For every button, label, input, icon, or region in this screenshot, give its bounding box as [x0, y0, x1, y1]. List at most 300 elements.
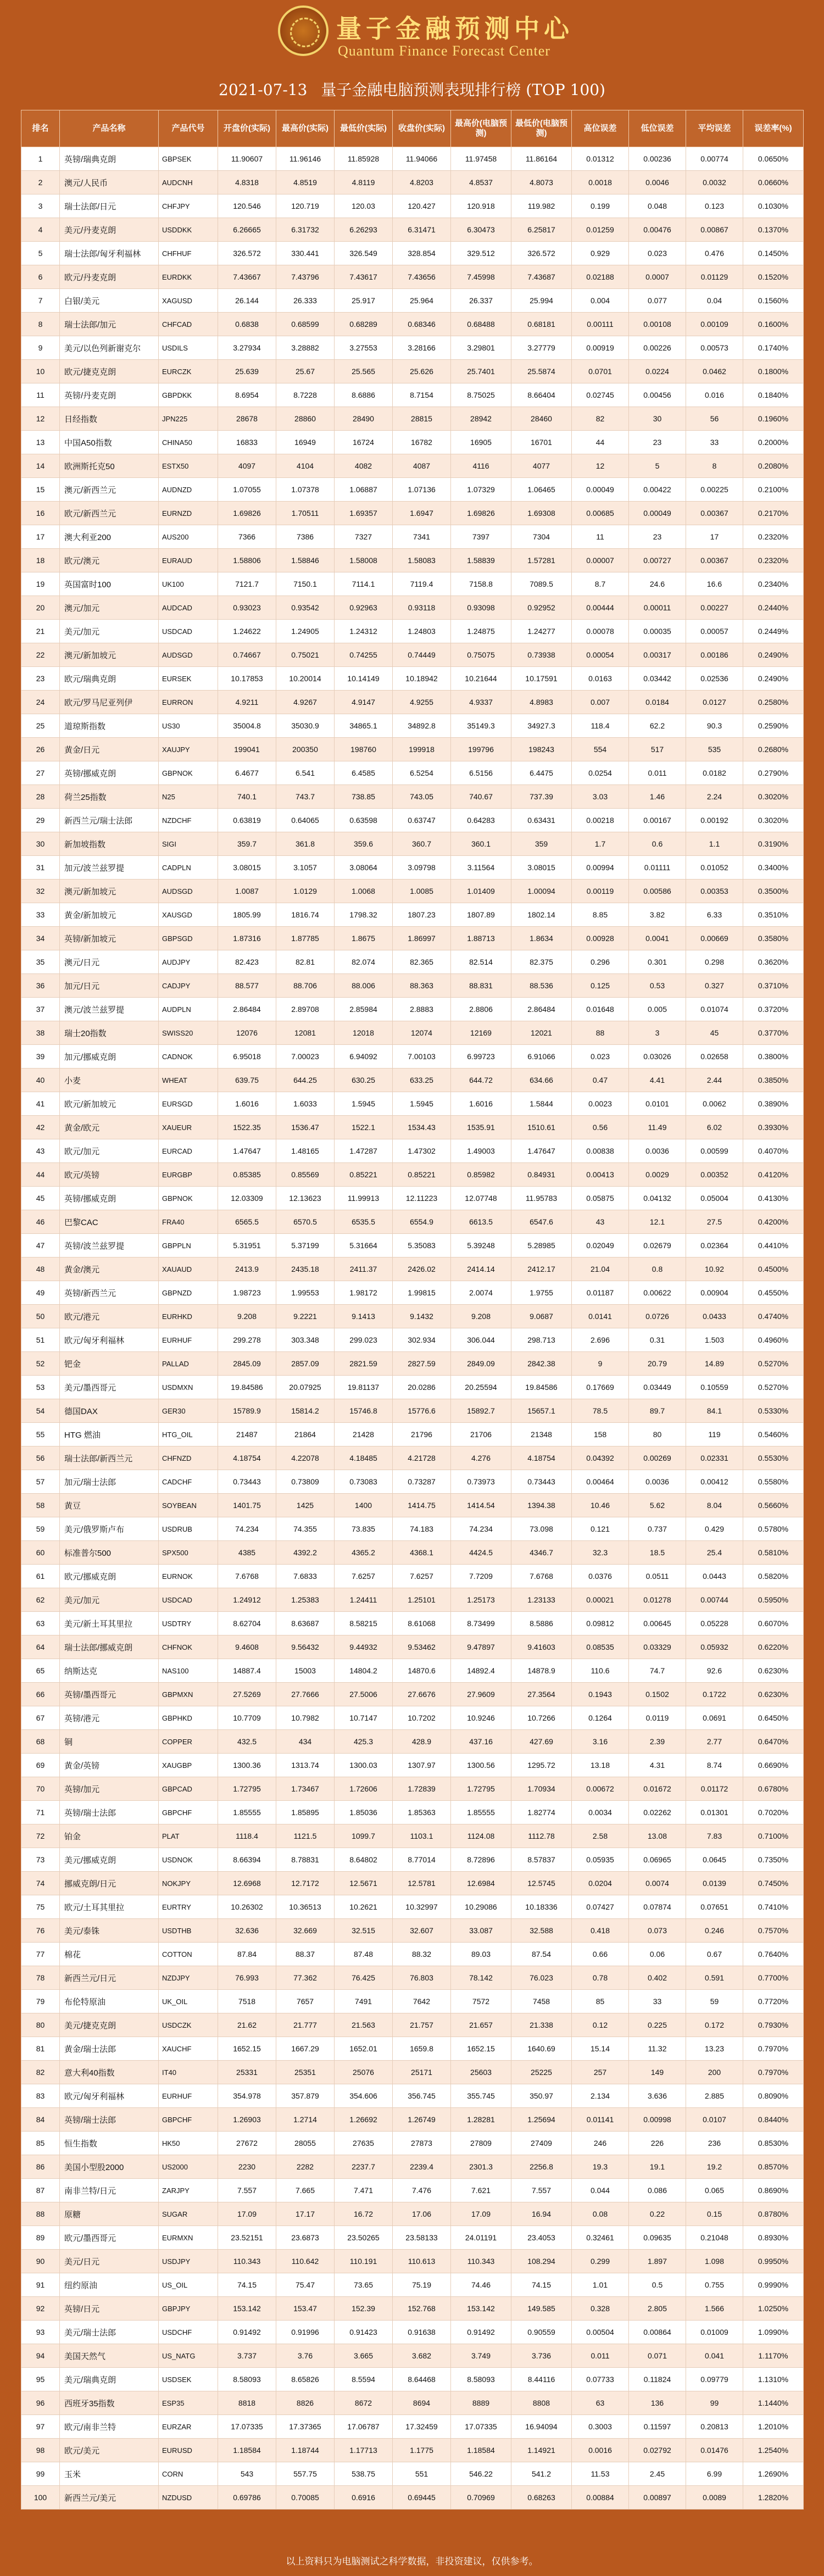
table-cell: 25171: [393, 2061, 451, 2084]
table-cell: 23.6873: [276, 2226, 335, 2250]
table-cell: 0.93118: [393, 596, 451, 620]
table-cell: 1.69826: [451, 502, 511, 525]
table-cell: 58: [21, 1494, 60, 1517]
column-header: 低位误差: [629, 110, 686, 147]
table-row: [21, 1305, 804, 1328]
table-cell: 75.19: [393, 2273, 451, 2297]
table-cell: 0.91638: [393, 2321, 451, 2344]
table-cell: GBPMXN: [159, 1683, 218, 1706]
table-cell: AUDJPY: [159, 950, 218, 974]
table-cell: 7304: [511, 525, 572, 549]
table-cell: 7572: [451, 1990, 511, 2013]
table-cell: SUGAR: [159, 2202, 218, 2226]
table-cell: 1.72795: [451, 1777, 511, 1801]
table-cell: 1.5945: [393, 1092, 451, 1116]
table-cell: 149.585: [511, 2297, 572, 2321]
table-cell: 0.2790%: [743, 761, 804, 785]
table-cell: 35149.3: [451, 714, 511, 738]
table-cell: 110.642: [276, 2250, 335, 2273]
table-cell: 27635: [335, 2132, 393, 2155]
table-cell: 153.142: [451, 2297, 511, 2321]
table-cell: 17.32459: [393, 2415, 451, 2439]
table-cell: 黄金/欧元: [60, 1116, 159, 1139]
table-cell: 7.00103: [393, 1045, 451, 1069]
table-cell: EURRON: [159, 691, 218, 714]
table-row: [21, 1895, 804, 1919]
table-cell: 0.64283: [451, 809, 511, 832]
table-cell: 0.077: [629, 289, 686, 313]
table-cell: 329.512: [451, 242, 511, 265]
table-cell: 69: [21, 1754, 60, 1777]
table-cell: 77: [21, 1943, 60, 1966]
table-cell: 10.17853: [218, 667, 276, 691]
table-row: [21, 454, 804, 478]
table-cell: 1.0990%: [743, 2321, 804, 2344]
table-cell: 7.83: [686, 1824, 743, 1848]
table-cell: 0.4550%: [743, 1281, 804, 1305]
table-row: [21, 1943, 804, 1966]
table-cell: 21.777: [276, 2013, 335, 2037]
table-row: [21, 2415, 804, 2439]
table-cell: 0.929: [572, 242, 629, 265]
table-cell: 1.98723: [218, 1281, 276, 1305]
table-cell: CHFHUF: [159, 242, 218, 265]
table-cell: 0.301: [629, 950, 686, 974]
table-cell: 0.01672: [629, 1777, 686, 1801]
table-cell: 1807.23: [393, 903, 451, 927]
table-cell: 12021: [511, 1021, 572, 1045]
table-cell: 65: [21, 1659, 60, 1683]
table-cell: 10.29086: [451, 1895, 511, 1919]
table-cell: 4104: [276, 454, 335, 478]
table-cell: 1.85555: [218, 1801, 276, 1824]
table-cell: 0.1722: [686, 1683, 743, 1706]
table-cell: 12: [21, 407, 60, 431]
table-cell: 1667.29: [276, 2037, 335, 2061]
table-cell: 1.85895: [276, 1801, 335, 1824]
table-cell: 16949: [276, 431, 335, 454]
table-cell: 0.03329: [629, 1635, 686, 1659]
table-cell: USDILS: [159, 336, 218, 360]
table-cell: 1103.1: [393, 1824, 451, 1848]
table-cell: 17.07335: [451, 2415, 511, 2439]
table-cell: GBPPLN: [159, 1234, 218, 1258]
table-cell: 1300.56: [451, 1754, 511, 1777]
table-cell: 英镑/丹麦克朗: [60, 383, 159, 407]
table-cell: 0.68346: [393, 313, 451, 336]
table-cell: 0.00422: [629, 478, 686, 502]
report-title: 量子金融电脑预测表现排行榜 (TOP 100): [321, 81, 605, 99]
table-cell: 25.639: [218, 360, 276, 383]
table-cell: 6.33: [686, 903, 743, 927]
table-cell: 瑞士法郎/新西兰元: [60, 1446, 159, 1470]
table-cell: 1.8634: [511, 927, 572, 950]
table-cell: 0.31: [629, 1328, 686, 1352]
table-cell: 359.6: [335, 832, 393, 856]
table-cell: 200: [686, 2061, 743, 2084]
table-cell: GBPNZD: [159, 1281, 218, 1305]
table-cell: 4424.5: [451, 1541, 511, 1565]
table-cell: 0.64065: [276, 809, 335, 832]
table-cell: 0.04: [686, 289, 743, 313]
table-cell: 4116: [451, 454, 511, 478]
table-cell: 0.63431: [511, 809, 572, 832]
table-cell: 加元/日元: [60, 974, 159, 998]
table-cell: 0.68289: [335, 313, 393, 336]
table-cell: 82.514: [451, 950, 511, 974]
table-cell: 51: [21, 1328, 60, 1352]
table-cell: 8.72896: [451, 1848, 511, 1872]
table-cell: PALLAD: [159, 1352, 218, 1376]
table-cell: 1.06465: [511, 478, 572, 502]
table-cell: 0.21048: [686, 2226, 743, 2250]
table-cell: 437.16: [451, 1730, 511, 1754]
table-cell: 瑞士法郎/挪威克朗: [60, 1635, 159, 1659]
table-cell: 1.70511: [276, 502, 335, 525]
table-cell: 6.26665: [218, 218, 276, 242]
column-header: 排名: [21, 110, 60, 147]
table-cell: 110.343: [451, 2250, 511, 2273]
table-cell: 0.0101: [629, 1092, 686, 1116]
table-cell: 0.1502: [629, 1683, 686, 1706]
table-cell: 6.4677: [218, 761, 276, 785]
table-cell: 美元/加元: [60, 620, 159, 643]
table-cell: 0.00035: [629, 620, 686, 643]
table-cell: 25.626: [393, 360, 451, 383]
report-date: 2021-07-13: [219, 81, 308, 99]
table-cell: 0.08: [572, 2202, 629, 2226]
table-cell: 3.03: [572, 785, 629, 809]
table-cell: 1510.61: [511, 1116, 572, 1139]
table-cell: 0.0182: [686, 761, 743, 785]
table-row: [21, 1872, 804, 1895]
table-cell: 96: [21, 2391, 60, 2415]
table-cell: 33: [686, 431, 743, 454]
table-cell: 8808: [511, 2391, 572, 2415]
table-cell: 80: [629, 1423, 686, 1446]
table-cell: 1307.97: [393, 1754, 451, 1777]
table-cell: XAUGBP: [159, 1754, 218, 1777]
table-row: [21, 1470, 804, 1494]
table-cell: 56: [21, 1446, 60, 1470]
table-cell: 0.70085: [276, 2486, 335, 2510]
table-cell: 11.86164: [511, 147, 572, 171]
table-cell: 95: [21, 2368, 60, 2391]
table-cell: XAUJPY: [159, 738, 218, 761]
table-row: [21, 1659, 804, 1683]
table-cell: 0.1030%: [743, 194, 804, 218]
table-row: [21, 1187, 804, 1210]
table-row: [21, 643, 804, 667]
table-cell: 3.08015: [218, 856, 276, 880]
table-cell: 48: [21, 1258, 60, 1281]
table-cell: 57: [21, 1470, 60, 1494]
table-row: [21, 832, 804, 856]
table-cell: 0.10559: [686, 1376, 743, 1399]
table-cell: 12.7172: [276, 1872, 335, 1895]
table-cell: 0.7570%: [743, 1919, 804, 1943]
table-cell: 8.75025: [451, 383, 511, 407]
table-cell: EURHUF: [159, 2084, 218, 2108]
table-cell: 15657.1: [511, 1399, 572, 1423]
table-cell: 巴黎CAC: [60, 1210, 159, 1234]
table-cell: 28: [21, 785, 60, 809]
table-cell: 1.1310%: [743, 2368, 804, 2391]
table-cell: 13.18: [572, 1754, 629, 1777]
table-cell: 0.09779: [686, 2368, 743, 2391]
table-cell: 25.964: [393, 289, 451, 313]
table-cell: 0.00049: [629, 502, 686, 525]
table-cell: 16833: [218, 431, 276, 454]
table-cell: 0.05935: [572, 1848, 629, 1872]
table-cell: 美元/捷克克朗: [60, 2013, 159, 2037]
table-row: [21, 809, 804, 832]
table-row: [21, 785, 804, 809]
table-cell: 欧元/瑞典克朗: [60, 667, 159, 691]
table-cell: 1.6016: [451, 1092, 511, 1116]
table-cell: 0.591: [686, 1966, 743, 1990]
table-cell: 0.02745: [572, 383, 629, 407]
table-cell: 59: [21, 1517, 60, 1541]
table-cell: 0.11597: [629, 2415, 686, 2439]
table-cell: 306.044: [451, 1328, 511, 1352]
table-cell: 88.706: [276, 974, 335, 998]
table-cell: 13: [21, 431, 60, 454]
table-cell: 2426.02: [393, 1258, 451, 1281]
table-cell: 纽约原油: [60, 2273, 159, 2297]
table-row: [21, 738, 804, 761]
table-cell: 18.5: [629, 1541, 686, 1565]
table-cell: 7642: [393, 1990, 451, 2013]
table-cell: 0.2100%: [743, 478, 804, 502]
table-cell: 0.2320%: [743, 525, 804, 549]
table-cell: 74.183: [393, 1517, 451, 1541]
table-row: [21, 1092, 804, 1116]
table-cell: 68: [21, 1730, 60, 1754]
table-cell: 82.375: [511, 950, 572, 974]
table-cell: USDCAD: [159, 620, 218, 643]
table-cell: 0.73809: [276, 1470, 335, 1494]
table-cell: 0.2000%: [743, 431, 804, 454]
table-cell: 0.00412: [686, 1470, 743, 1494]
table-cell: EURSEK: [159, 667, 218, 691]
table-cell: 20.25594: [451, 1376, 511, 1399]
table-cell: 7.476: [393, 2179, 451, 2202]
table-cell: EURSGD: [159, 1092, 218, 1116]
table-cell: 新西兰元/美元: [60, 2486, 159, 2510]
table-cell: 22: [21, 643, 60, 667]
table-cell: 0.00367: [686, 549, 743, 572]
table-cell: 16905: [451, 431, 511, 454]
table-cell: 5.31664: [335, 1234, 393, 1258]
table-cell: 加元/波兰兹罗提: [60, 856, 159, 880]
table-cell: 0.1264: [572, 1706, 629, 1730]
table-cell: 6.31732: [276, 218, 335, 242]
table-cell: 8.7228: [276, 383, 335, 407]
table-row: [21, 2037, 804, 2061]
table-cell: 34865.1: [335, 714, 393, 738]
table-cell: 1.25173: [451, 1588, 511, 1612]
table-cell: 26.333: [276, 289, 335, 313]
table-cell: 西班牙35指数: [60, 2391, 159, 2415]
table-cell: 0.123: [686, 194, 743, 218]
table-cell: 2230: [218, 2155, 276, 2179]
table-cell: 87.84: [218, 1943, 276, 1966]
table-cell: 1400: [335, 1494, 393, 1517]
table-cell: 0.01074: [686, 998, 743, 1021]
table-cell: 6570.5: [276, 1210, 335, 1234]
table-cell: 737.39: [511, 785, 572, 809]
table-cell: 10.92: [686, 1258, 743, 1281]
table-cell: 88: [572, 1021, 629, 1045]
table-cell: SIGI: [159, 832, 218, 856]
table-cell: 24.6: [629, 572, 686, 596]
table-cell: 黄金/瑞士法郎: [60, 2037, 159, 2061]
table-cell: 0.01141: [572, 2108, 629, 2132]
table-cell: 0.327: [686, 974, 743, 998]
table-row: [21, 2226, 804, 2250]
table-cell: CHINA50: [159, 431, 218, 454]
table-cell: 2412.17: [511, 1258, 572, 1281]
table-cell: SWISS20: [159, 1021, 218, 1045]
table-cell: CADPLN: [159, 856, 218, 880]
table-cell: 10.20014: [276, 667, 335, 691]
table-cell: 99: [21, 2462, 60, 2486]
table-cell: 美元/泰铢: [60, 1919, 159, 1943]
table-cell: 0.0036: [629, 1470, 686, 1494]
table-cell: 0.5: [629, 2273, 686, 2297]
table-cell: 82.365: [393, 950, 451, 974]
table-cell: 1.01409: [451, 880, 511, 903]
table-cell: 27.3564: [511, 1683, 572, 1706]
table-cell: 欧洲斯托克50: [60, 454, 159, 478]
table-cell: 27.9609: [451, 1683, 511, 1706]
table-cell: 布伦特原油: [60, 1990, 159, 2013]
table-cell: 24: [21, 691, 60, 714]
table-cell: 257: [572, 2061, 629, 2084]
table-cell: 8694: [393, 2391, 451, 2415]
table-cell: 0.85221: [335, 1163, 393, 1187]
table-cell: 黄豆: [60, 1494, 159, 1517]
table-cell: 1652.15: [451, 2037, 511, 2061]
table-cell: 0.02792: [629, 2439, 686, 2462]
table-cell: 1.1440%: [743, 2391, 804, 2415]
table-cell: 0.00226: [629, 336, 686, 360]
table-cell: 3.27553: [335, 336, 393, 360]
table-cell: 92.6: [686, 1659, 743, 1683]
table-cell: 0.00884: [572, 2486, 629, 2510]
table-cell: 澳元/波兰兹罗提: [60, 998, 159, 1021]
table-row: [21, 596, 804, 620]
table-cell: 10.32997: [393, 1895, 451, 1919]
table-cell: 0.5460%: [743, 1423, 804, 1446]
table-cell: 1112.78: [511, 1824, 572, 1848]
table-cell: 12076: [218, 1021, 276, 1045]
table-cell: 9: [21, 336, 60, 360]
table-cell: 0.02536: [686, 667, 743, 691]
table-cell: 39: [21, 1045, 60, 1069]
table-cell: 78: [21, 1966, 60, 1990]
table-cell: SPX500: [159, 1541, 218, 1565]
table-cell: 10: [21, 360, 60, 383]
table-cell: 1.566: [686, 2297, 743, 2321]
table-cell: 12169: [451, 1021, 511, 1045]
table-cell: 28055: [276, 2132, 335, 2155]
table-cell: 92: [21, 2297, 60, 2321]
table-cell: 7397: [451, 525, 511, 549]
table-cell: 0.1520%: [743, 265, 804, 289]
table-cell: 47: [21, 1234, 60, 1258]
table-row: [21, 1541, 804, 1565]
table-cell: 23.50265: [335, 2226, 393, 2250]
table-cell: 76.803: [393, 1966, 451, 1990]
table-cell: 5.39248: [451, 1234, 511, 1258]
table-cell: 25.5874: [511, 360, 572, 383]
table-cell: 7.6833: [276, 1565, 335, 1588]
table-cell: 743.05: [393, 785, 451, 809]
table-cell: 英镑/挪威克朗: [60, 1187, 159, 1210]
table-cell: 2414.14: [451, 1258, 511, 1281]
table-cell: 6565.5: [218, 1210, 276, 1234]
table-cell: 427.69: [511, 1730, 572, 1754]
table-cell: 8.64802: [335, 1848, 393, 1872]
table-cell: 0.2680%: [743, 738, 804, 761]
table-row: [21, 572, 804, 596]
table-cell: USDTHB: [159, 1919, 218, 1943]
table-cell: 73.098: [511, 1517, 572, 1541]
table-cell: 21.04: [572, 1258, 629, 1281]
table-cell: 0.1960%: [743, 407, 804, 431]
table-row: [21, 2108, 804, 2132]
table-cell: 0.01301: [686, 1801, 743, 1824]
table-cell: 0.00727: [629, 549, 686, 572]
table-cell: 1.24803: [393, 620, 451, 643]
table-cell: 9.53462: [393, 1635, 451, 1659]
table-cell: 0.05228: [686, 1612, 743, 1635]
table-cell: 欧元/加元: [60, 1139, 159, 1163]
table-cell: 0.4130%: [743, 1187, 804, 1210]
table-cell: 0.63747: [393, 809, 451, 832]
table-cell: 78.142: [451, 1966, 511, 1990]
table-row: [21, 856, 804, 880]
table-cell: 0.00007: [572, 549, 629, 572]
table-cell: 7121.7: [218, 572, 276, 596]
table-cell: 0.92963: [335, 596, 393, 620]
table-cell: 1.8675: [335, 927, 393, 950]
table-row: [21, 620, 804, 643]
table-cell: 6535.5: [335, 1210, 393, 1234]
table-cell: 27.7666: [276, 1683, 335, 1706]
table-cell: 35030.9: [276, 714, 335, 738]
table-cell: 303.348: [276, 1328, 335, 1352]
table-cell: 0.01129: [686, 265, 743, 289]
table-cell: 0.91492: [218, 2321, 276, 2344]
table-row: [21, 1234, 804, 1258]
table-cell: 7.6768: [511, 1565, 572, 1588]
table-cell: 美元/挪威克朗: [60, 1848, 159, 1872]
table-cell: 英镑/新西兰元: [60, 1281, 159, 1305]
table-cell: 0.0511: [629, 1565, 686, 1588]
table-row: [21, 1423, 804, 1446]
table-cell: 9.56432: [276, 1635, 335, 1659]
table-cell: 11.49: [629, 1116, 686, 1139]
table-cell: 0.02331: [686, 1446, 743, 1470]
table-cell: AUDNZD: [159, 478, 218, 502]
table-cell: 28460: [511, 407, 572, 431]
table-cell: 0.1600%: [743, 313, 804, 336]
table-cell: 1.24912: [218, 1588, 276, 1612]
table-row: [21, 1399, 804, 1423]
